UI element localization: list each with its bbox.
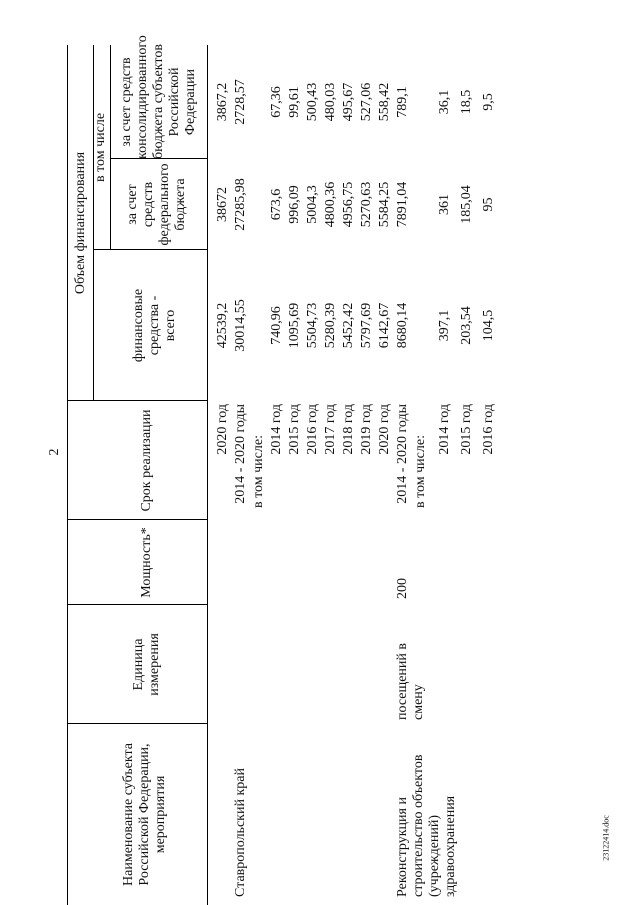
row7-period: 2018 год	[341, 404, 356, 455]
row13-federal: 185,04	[459, 185, 474, 224]
row12-period: 2014 год	[437, 404, 452, 455]
row12-federal: 361	[437, 194, 452, 215]
row2-period: в том числе:	[251, 435, 266, 508]
row10-name: Реконструкция и строительство объектов (учреждений) здравоохранения	[395, 754, 458, 897]
row4-period: 2015 год	[287, 404, 302, 455]
row14-total: 104,5	[481, 309, 496, 342]
header-capacity: Мощность*	[139, 527, 154, 598]
rotated-table	[67, 35, 552, 905]
row0-period: 2020 год	[215, 404, 230, 455]
row6-regional: 480,03	[323, 82, 338, 122]
footer-file-code: 23122414.doc	[601, 815, 611, 861]
row14-period: 2016 год	[481, 404, 496, 455]
row1-total: 30014,55	[233, 299, 248, 352]
row9-regional: 558,42	[377, 82, 392, 122]
row0-federal: 38672	[215, 187, 230, 222]
header-funding: Объем финансирования	[73, 151, 88, 295]
row10-total: 8680,14	[395, 302, 410, 349]
row7-federal: 4956,75	[341, 181, 356, 228]
row1-period: 2014 - 2020 годы	[233, 404, 248, 504]
header-federal: за счет средств федерального бюджета	[125, 163, 188, 246]
row6-period: 2017 год	[323, 404, 338, 455]
row13-regional: 18,5	[459, 89, 474, 115]
row3-total: 740,96	[269, 306, 284, 345]
page-number: 2	[47, 448, 62, 456]
table-top-rule	[67, 45, 68, 905]
row9-federal: 5584,25	[377, 181, 392, 228]
header-total: финансовые средства - всего	[131, 288, 178, 363]
including-header-rule	[110, 45, 111, 250]
row5-federal: 5004,3	[305, 185, 320, 224]
row1-name: Ставропольский край	[233, 768, 248, 897]
row0-total: 42539,2	[215, 302, 230, 349]
row10-regional: 789,1	[395, 86, 410, 118]
row7-regional: 495,67	[341, 82, 356, 122]
col-rule-3	[67, 519, 207, 520]
row0-regional: 3867,2	[215, 82, 230, 122]
row12-total: 397,1	[437, 309, 452, 342]
row6-federal: 4800,36	[323, 181, 338, 228]
header-including: в том числе	[93, 112, 108, 183]
row10-unit: посещений в смену	[395, 642, 426, 720]
row1-regional: 2728,57	[233, 79, 248, 125]
row7-total: 5452,42	[341, 302, 356, 349]
row8-federal: 5270,63	[359, 181, 374, 228]
row10-federal: 7891,04	[395, 181, 410, 228]
row13-total: 203,54	[459, 306, 474, 345]
row5-regional: 500,43	[305, 82, 320, 122]
row10-capacity: 200	[395, 578, 410, 599]
row12-regional: 36,1	[437, 89, 452, 115]
row8-regional: 527,06	[359, 82, 374, 122]
row13-period: 2015 год	[459, 404, 474, 455]
row10-period: 2014 - 2020 годы	[395, 404, 410, 504]
header-unit: Единица измерения	[131, 633, 162, 696]
row5-total: 5504,73	[305, 302, 320, 349]
row4-regional: 99,61	[287, 86, 302, 118]
row3-regional: 67,36	[269, 86, 284, 118]
header-name: Наименование субъекта Российской Федерации, мероприятия	[121, 743, 168, 886]
header-period: Срок реализации	[139, 409, 154, 512]
row6-total: 5280,39	[323, 302, 338, 349]
row4-total: 1095,69	[287, 302, 302, 349]
row5-period: 2016 год	[305, 404, 320, 455]
row8-total: 5797,69	[359, 302, 374, 349]
row3-period: 2014 год	[269, 404, 284, 455]
row1-federal: 27285,98	[233, 178, 248, 231]
row8-period: 2019 год	[359, 404, 374, 455]
row9-total: 6142,67	[377, 302, 392, 349]
row9-period: 2020 год	[377, 404, 392, 455]
header-regional: за счет средств консолидированного бюджета субъектов Российской Федерации	[119, 35, 198, 159]
row11-period: в том числе:	[413, 435, 428, 508]
row3-federal: 673,6	[269, 188, 284, 221]
row14-regional: 9,5	[481, 93, 496, 111]
row4-federal: 996,09	[287, 185, 302, 224]
row14-federal: 95	[481, 197, 496, 212]
header-bottom-rule	[207, 45, 208, 905]
